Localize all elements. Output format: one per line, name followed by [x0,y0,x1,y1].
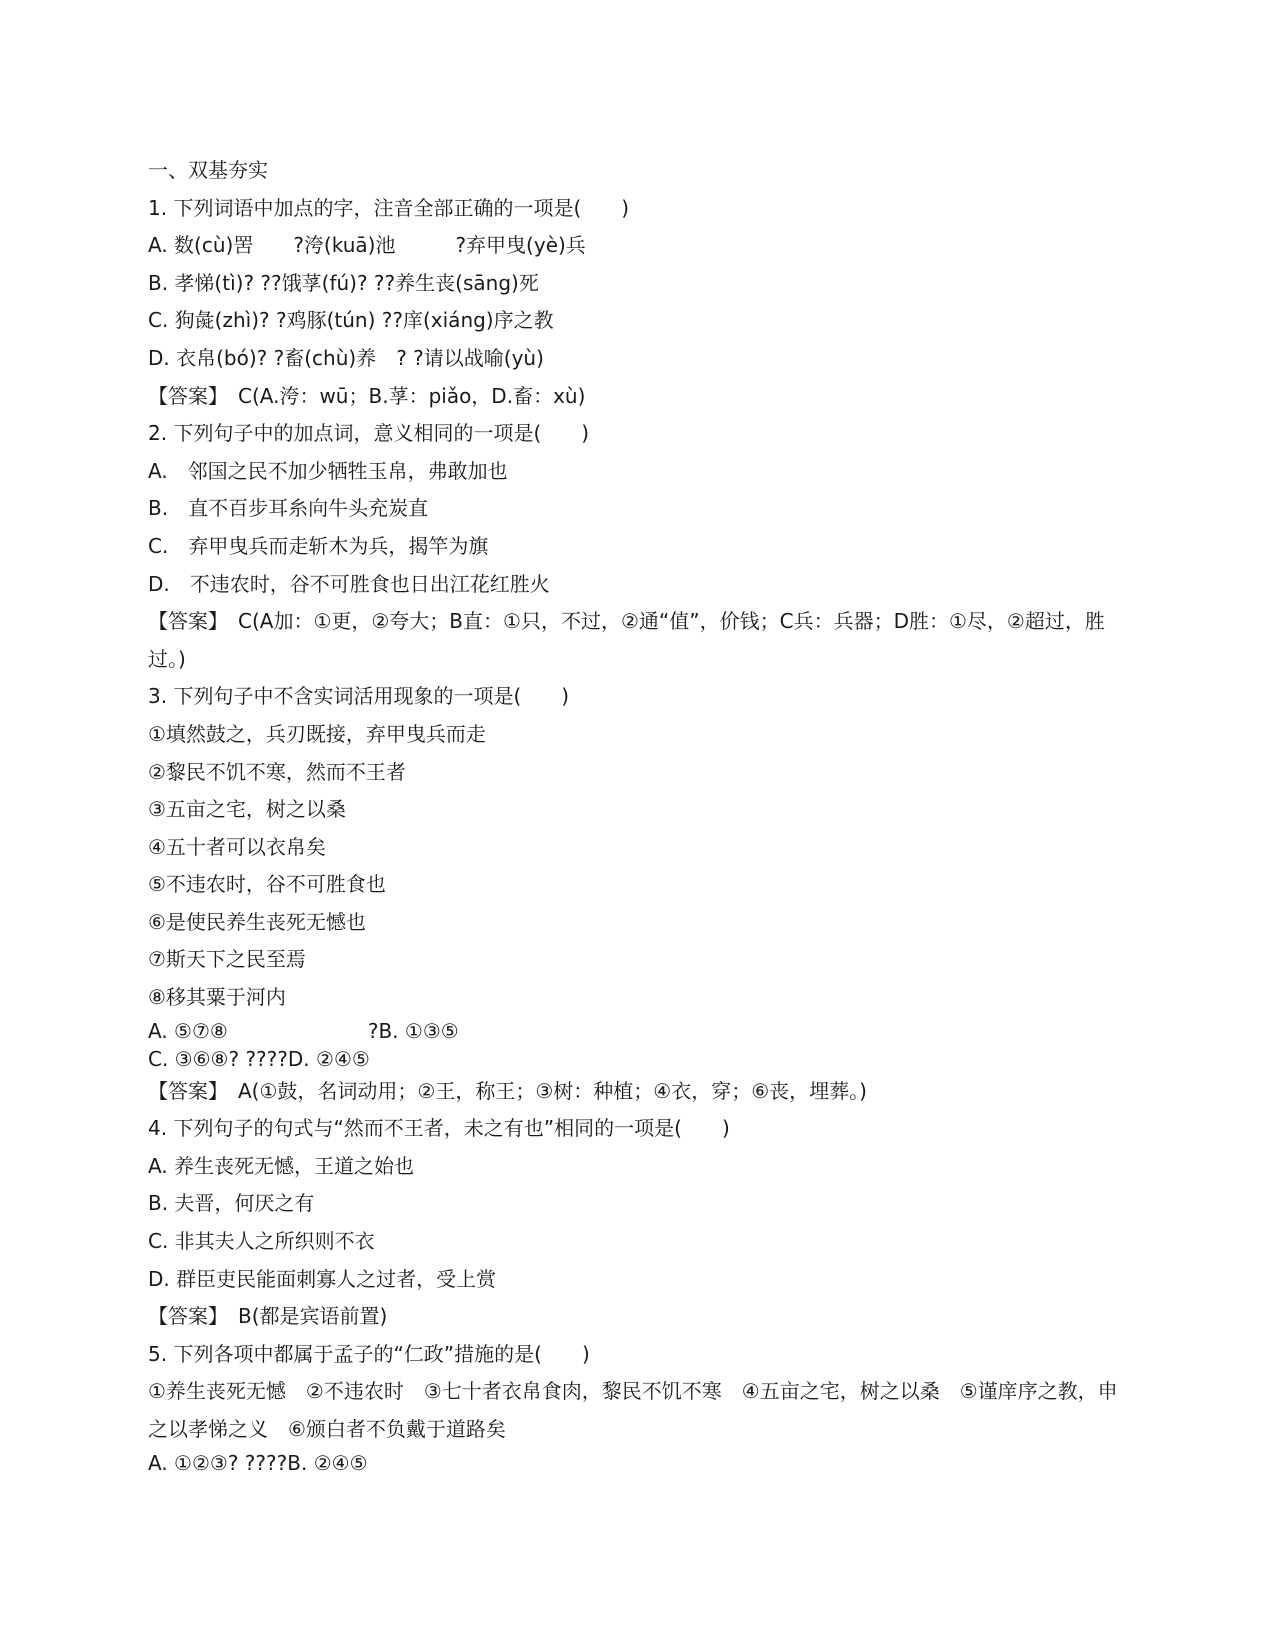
question-5-stem: 5. 下列各项中都属于孟子的“仁政”措施的是( ) [148,1341,590,1366]
question-3-item-3: ③五亩之宅，树之以桑 [148,797,346,822]
question-1-answer: 【答案】 C(A.洿：wū；B.莩：piǎo，D.畜：xù) [148,383,586,408]
question-3-item-4: ④五十者可以衣帛矣 [148,834,326,859]
question-3-item-8: ⑧移其粟于河内 [148,985,286,1010]
question-3-item-1: ①填然鼓之，兵刃既接，弃甲曳兵而走 [148,721,486,746]
question-1-stem: 1. 下列词语中加点的字，注音全部正确的一项是( ) [148,195,630,220]
question-2-stem: 2. 下列句子中的加点词，意义相同的一项是( ) [148,421,590,446]
question-3-item-2: ②黎民不饥不寒，然而不王者 [148,759,406,784]
question-4-option-c: C. 非其夫人之所织则不衣 [148,1229,375,1254]
question-1-option-c: C. 狗彘(zhì)? ?鸡豚(tún) ??庠(xiáng)序之教 [148,308,554,333]
question-3-options-cd: C. ③⑥⑧? ????D. ②④⑤ [148,1046,370,1071]
question-3-answer: 【答案】 A(①鼓，名词动用；②王，称王；③树：种植；④衣，穿；⑥丧，埋葬。) [148,1078,867,1103]
question-4-answer: 【答案】 B(都是宾语前置) [148,1304,388,1329]
question-4-stem: 4. 下列句子的句式与“然而不王者，未之有也”相同的一项是( ) [148,1116,730,1141]
question-1-option-d: D. 衣帛(bó)? ?畜(chù)养 ? ?请以战喻(yù) [148,345,544,370]
question-4-option-b: B. 夫晋，何厌之有 [148,1191,315,1216]
question-2-option-b: B. 直不百步耳糸向牛头充炭直 [148,496,429,521]
question-2-option-a: A. 邻国之民不加少牺牲玉帛，弗敢加也 [148,458,508,483]
question-2-option-c: C. 弃甲曳兵而走斩木为兵，揭竿为旗 [148,533,489,558]
question-3-item-5: ⑤不违农时，谷不可胜食也 [148,872,386,897]
question-2-answer: 【答案】 C(A加：①更，②夸大；B直：①只，不过，②通“值”，价钱；C兵：兵器；D胜：①尽，②超过，胜过。) [148,609,1105,671]
question-1-option-a: A. 数(cù)罟 ?洿(kuā)池 ?弃甲曳(yè)兵 [148,233,586,258]
question-2-option-d: D. 不违农时，谷不可胜食也日出江花红胜火 [148,571,550,596]
question-3-item-6: ⑥是使民养生丧死无憾也 [148,909,366,934]
section-heading: 一、双基夯实 [148,158,268,182]
question-5-options-ab: A. ①②③? ????B. ②④⑤ [148,1450,368,1475]
question-3-item-7: ⑦斯天下之民至焉 [148,947,306,972]
question-3-stem: 3. 下列句子中不含实词活用现象的一项是( ) [148,684,570,709]
document-body [148,152,1128,1477]
question-1-option-b: B. 孝悌(tì)? ??饿莩(fú)? ??养生丧(sāng)死 [148,270,539,295]
question-4-option-a: A. 养生丧死无憾，王道之始也 [148,1153,415,1178]
question-5-items: ①养生丧死无憾 ②不违农时 ③七十者衣帛食肉，黎民不饥不寒 ④五亩之宅，树之以桑 ⑤谨庠序之教，申之以孝悌之义 ⑥颁白者不负戴于道路矣 [148,1379,1118,1441]
question-4-option-d: D. 群臣吏民能面刺寡人之过者，受上赏 [148,1266,497,1291]
question-3-options-ab: A. ⑤⑦⑧ ?B. ①③⑤ [148,1018,459,1043]
